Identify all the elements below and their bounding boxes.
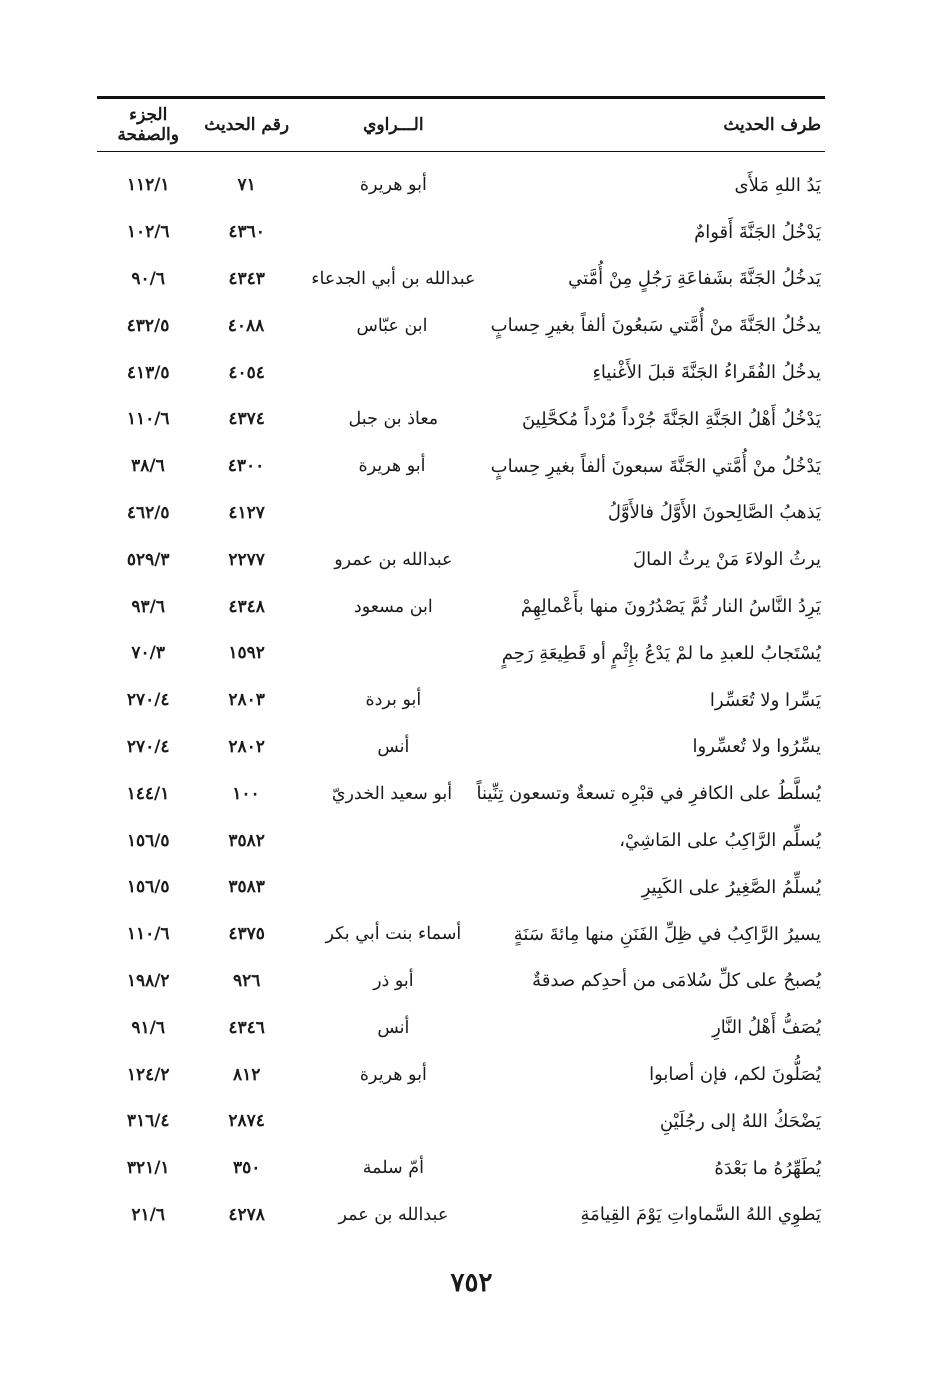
hadith-number: ٤٣٤٦ [228,1017,265,1038]
volume-page: ٧٠/٣ [131,643,165,664]
narrator: أبو ذر [373,970,414,991]
narrator: أبو هريرة [358,456,426,477]
hadith-phrase: يُسلِّمُ الصَّغِيرُ على الكَبِيرِ [641,876,821,898]
volume-page: ٩١/٦ [131,1017,165,1038]
page-number: ٧٥٢ [450,1268,493,1298]
volume-page: ٣٨/٦ [131,456,165,477]
hadith-phrase: يُصَفُّ أَهْلُ النَّارِ [712,1017,821,1039]
table-row [97,209,825,256]
volume-page: ١٩٨/٢ [126,970,170,991]
hadith-phrase: يدخُلُ الجَنَّةَ منْ أُمَّتي سَبعُونَ ألفاً بغيرِ حِسابٍ [490,315,821,337]
hadith-phrase: يُسلَّطُ على الكافرِ في قبْرِه تسعةٌ وتسعون تِنِّيناً [476,783,821,805]
hadith-phrase: يَدُ اللهِ مَلأَى [734,174,821,196]
narrator: أبو بردة [365,690,422,711]
table-row [97,817,825,864]
table-header [97,99,825,151]
narrator: أسماء بنت أبي بكر [325,924,462,945]
hadith-number: ٣٥٨٣ [228,877,265,898]
table-row [97,443,825,490]
hadith-number: ٢٨٠٣ [228,690,265,711]
hadith-number: ٧١ [237,175,256,196]
volume-page: ١٤٤/١ [126,783,170,804]
volume-page: ١٠٢/٦ [126,222,170,243]
hadith-phrase: يُصبحُ على كلِّ سُلامَى من أحدِكم صدقةٌ [532,970,821,992]
header-number: رقم الحديث [204,115,290,135]
volume-page: ٢٧٠/٤ [126,736,170,757]
hadith-number: ٤٣٤٨ [228,596,265,617]
narrator: معاذ بن جبل [348,409,439,430]
volume-page: ٣١٦/٤ [126,1111,170,1132]
hadith-number: ٤٣٧٤ [228,409,265,430]
volume-page: ١٥٦/٥ [126,830,170,851]
volume-page: ٢٧٠/٤ [126,690,170,711]
table-row [97,958,825,1005]
narrator: عبدالله بن أبي الجدعاء [311,268,476,289]
hadith-number: ٤٠٥٤ [228,362,265,383]
hadith-number: ٤١٢٧ [228,502,265,523]
hadith-phrase: يَضْحَكُ اللهُ إلى رجُلَيْنِ [659,1110,821,1132]
hadith-number: ٩٢٦ [232,970,261,991]
volume-page: ١٥٦/٥ [126,877,170,898]
table-row [97,490,825,537]
hadith-phrase: يسِّرُوا ولا تُعسِّروا [692,736,821,758]
narrator: أمّ سلمة [362,1158,424,1179]
table-row [97,1098,825,1145]
volume-page: ١١٠/٦ [126,409,170,430]
volume-page: ٤٣٢/٥ [126,315,170,336]
table-row [97,911,825,958]
hadith-number: ٣٥٠ [232,1158,261,1179]
hadith-number: ١٥٩٢ [228,643,265,664]
hadith-phrase: يُصَلُّونَ لكم، فإن أصابوا [649,1064,821,1086]
table-row [97,770,825,817]
table-row [97,1145,825,1192]
hadith-phrase: يرثُ الولاءَ مَنْ يرثُ المالَ [633,549,821,571]
table-row [97,536,825,583]
narrator: ابن مسعود [353,596,433,617]
volume-page: ١١٢/١ [126,175,170,196]
volume-page: ٣٢١/١ [126,1158,170,1179]
header-volume-page: الجزء والصفحة [117,105,179,145]
hadith-phrase: يُسْتَجابُ للعبدِ ما لمْ يَدْعُ بإِثْمٍ أو قَطِيعَةِ رَحِمٍ [501,642,821,664]
hadith-number: ٤٣٠٠ [227,456,265,477]
table-row [97,1051,825,1098]
narrator: أبو سعيد الخدريّ [331,783,453,804]
hadith-phrase: يَذهبُ الصَّالِحونَ الأَوَّلُ فالأَوَّلُ [607,502,821,524]
hadith-number: ٢٢٧٧ [228,549,265,570]
table-row [97,1004,825,1051]
hadith-phrase: يَطوِي اللهُ السَّماواتِ يَوْمَ القِيامَةِ [580,1204,821,1226]
volume-page: ٤٦٢/٥ [126,502,170,523]
volume-page: ٩٣/٦ [131,596,165,617]
hadith-phrase: يَدْخُلُ أَهْلُ الجَنَّةِ الجَنَّةَ جُرْداً مُرْداً مُكحَّلِينَ [521,408,821,430]
table-row [97,302,825,349]
hadith-phrase: يَدخُلُ الجَنَّةَ بشَفاعَةِ رَجُلٍ مِنْ أُمَّتي [568,268,821,290]
hadith-phrase: يَسِّرا ولا تُعَسِّرا [709,689,821,711]
hadith-phrase: يسيرُ الرَّاكِبُ في ظِلِّ الفَنَنِ منها مِائةَ سَنَةٍ [513,923,821,945]
table-row [97,677,825,724]
hadith-number: ٤٣٧٥ [228,924,265,945]
hadith-phrase: يُسلِّم الرَّاكِبُ على المَاشِيْ، [619,830,821,852]
hadith-number: ٣٥٨٢ [228,830,265,851]
narrator: أنس [377,736,410,757]
hadith-phrase: يدخُلُ الفُقَراءُ الجَنَّةَ قبلَ الأَغْنياءِ [592,362,821,384]
hadith-number: ١٠٠ [232,783,260,804]
header-rule [97,151,825,152]
hadith-number: ٤٢٧٨ [228,1204,265,1225]
volume-page: ٤١٣/٥ [126,362,170,383]
hadith-number: ٤٠٨٨ [227,315,265,336]
table-row [97,1192,825,1239]
narrator: عبدالله بن عمرو [334,549,453,570]
hadith-number: ٤٣٤٣ [228,268,265,289]
hadith-number: ٤٣٦٠ [228,222,265,243]
header-narrator: الـــراوي [363,115,424,135]
hadith-phrase: يَرِدُ النَّاسُ النار ثُمَّ يَصْدُرُونَ منها بأَعْمالِهِمْ [520,596,821,618]
index-table [97,96,825,1238]
hadith-phrase: يُطَهِّرُهُ ما بَعْدَهُ [714,1157,821,1179]
hadith-phrase: يَدْخُلُ منْ أُمَّتي الجَنَّةَ سبعونَ ألفاً بغيرِ حِسابٍ [490,455,821,477]
hadith-number: ٢٨٧٤ [228,1111,265,1132]
table-row [97,630,825,677]
table-body [97,162,825,1238]
volume-page: ١١٠/٦ [126,924,170,945]
narrator: أنس [377,1017,410,1038]
volume-page: ١٢٤/٢ [126,1064,170,1085]
volume-page: ٢١/٦ [131,1204,165,1225]
hadith-number: ٢٨٠٢ [228,736,265,757]
narrator: أبو هريرة [359,175,427,196]
volume-page: ٥٢٩/٣ [126,549,170,570]
table-row [97,864,825,911]
hadith-phrase: يَدْخُلُ الجَنَّةَ أَقوامٌ [694,221,821,243]
hadith-number: ٨١٢ [232,1064,261,1085]
table-row [97,396,825,443]
narrator: عبدالله بن عمر [338,1204,449,1225]
table-row [97,583,825,630]
table-row [97,256,825,303]
table-row [97,724,825,771]
narrator: ابن عبّاس [356,315,428,336]
header-phrase: طرف الحديث [723,115,821,135]
volume-page: ٩٠/٦ [131,268,165,289]
narrator: أبو هريرة [359,1064,427,1085]
table-row [97,162,825,209]
table-row [97,349,825,396]
